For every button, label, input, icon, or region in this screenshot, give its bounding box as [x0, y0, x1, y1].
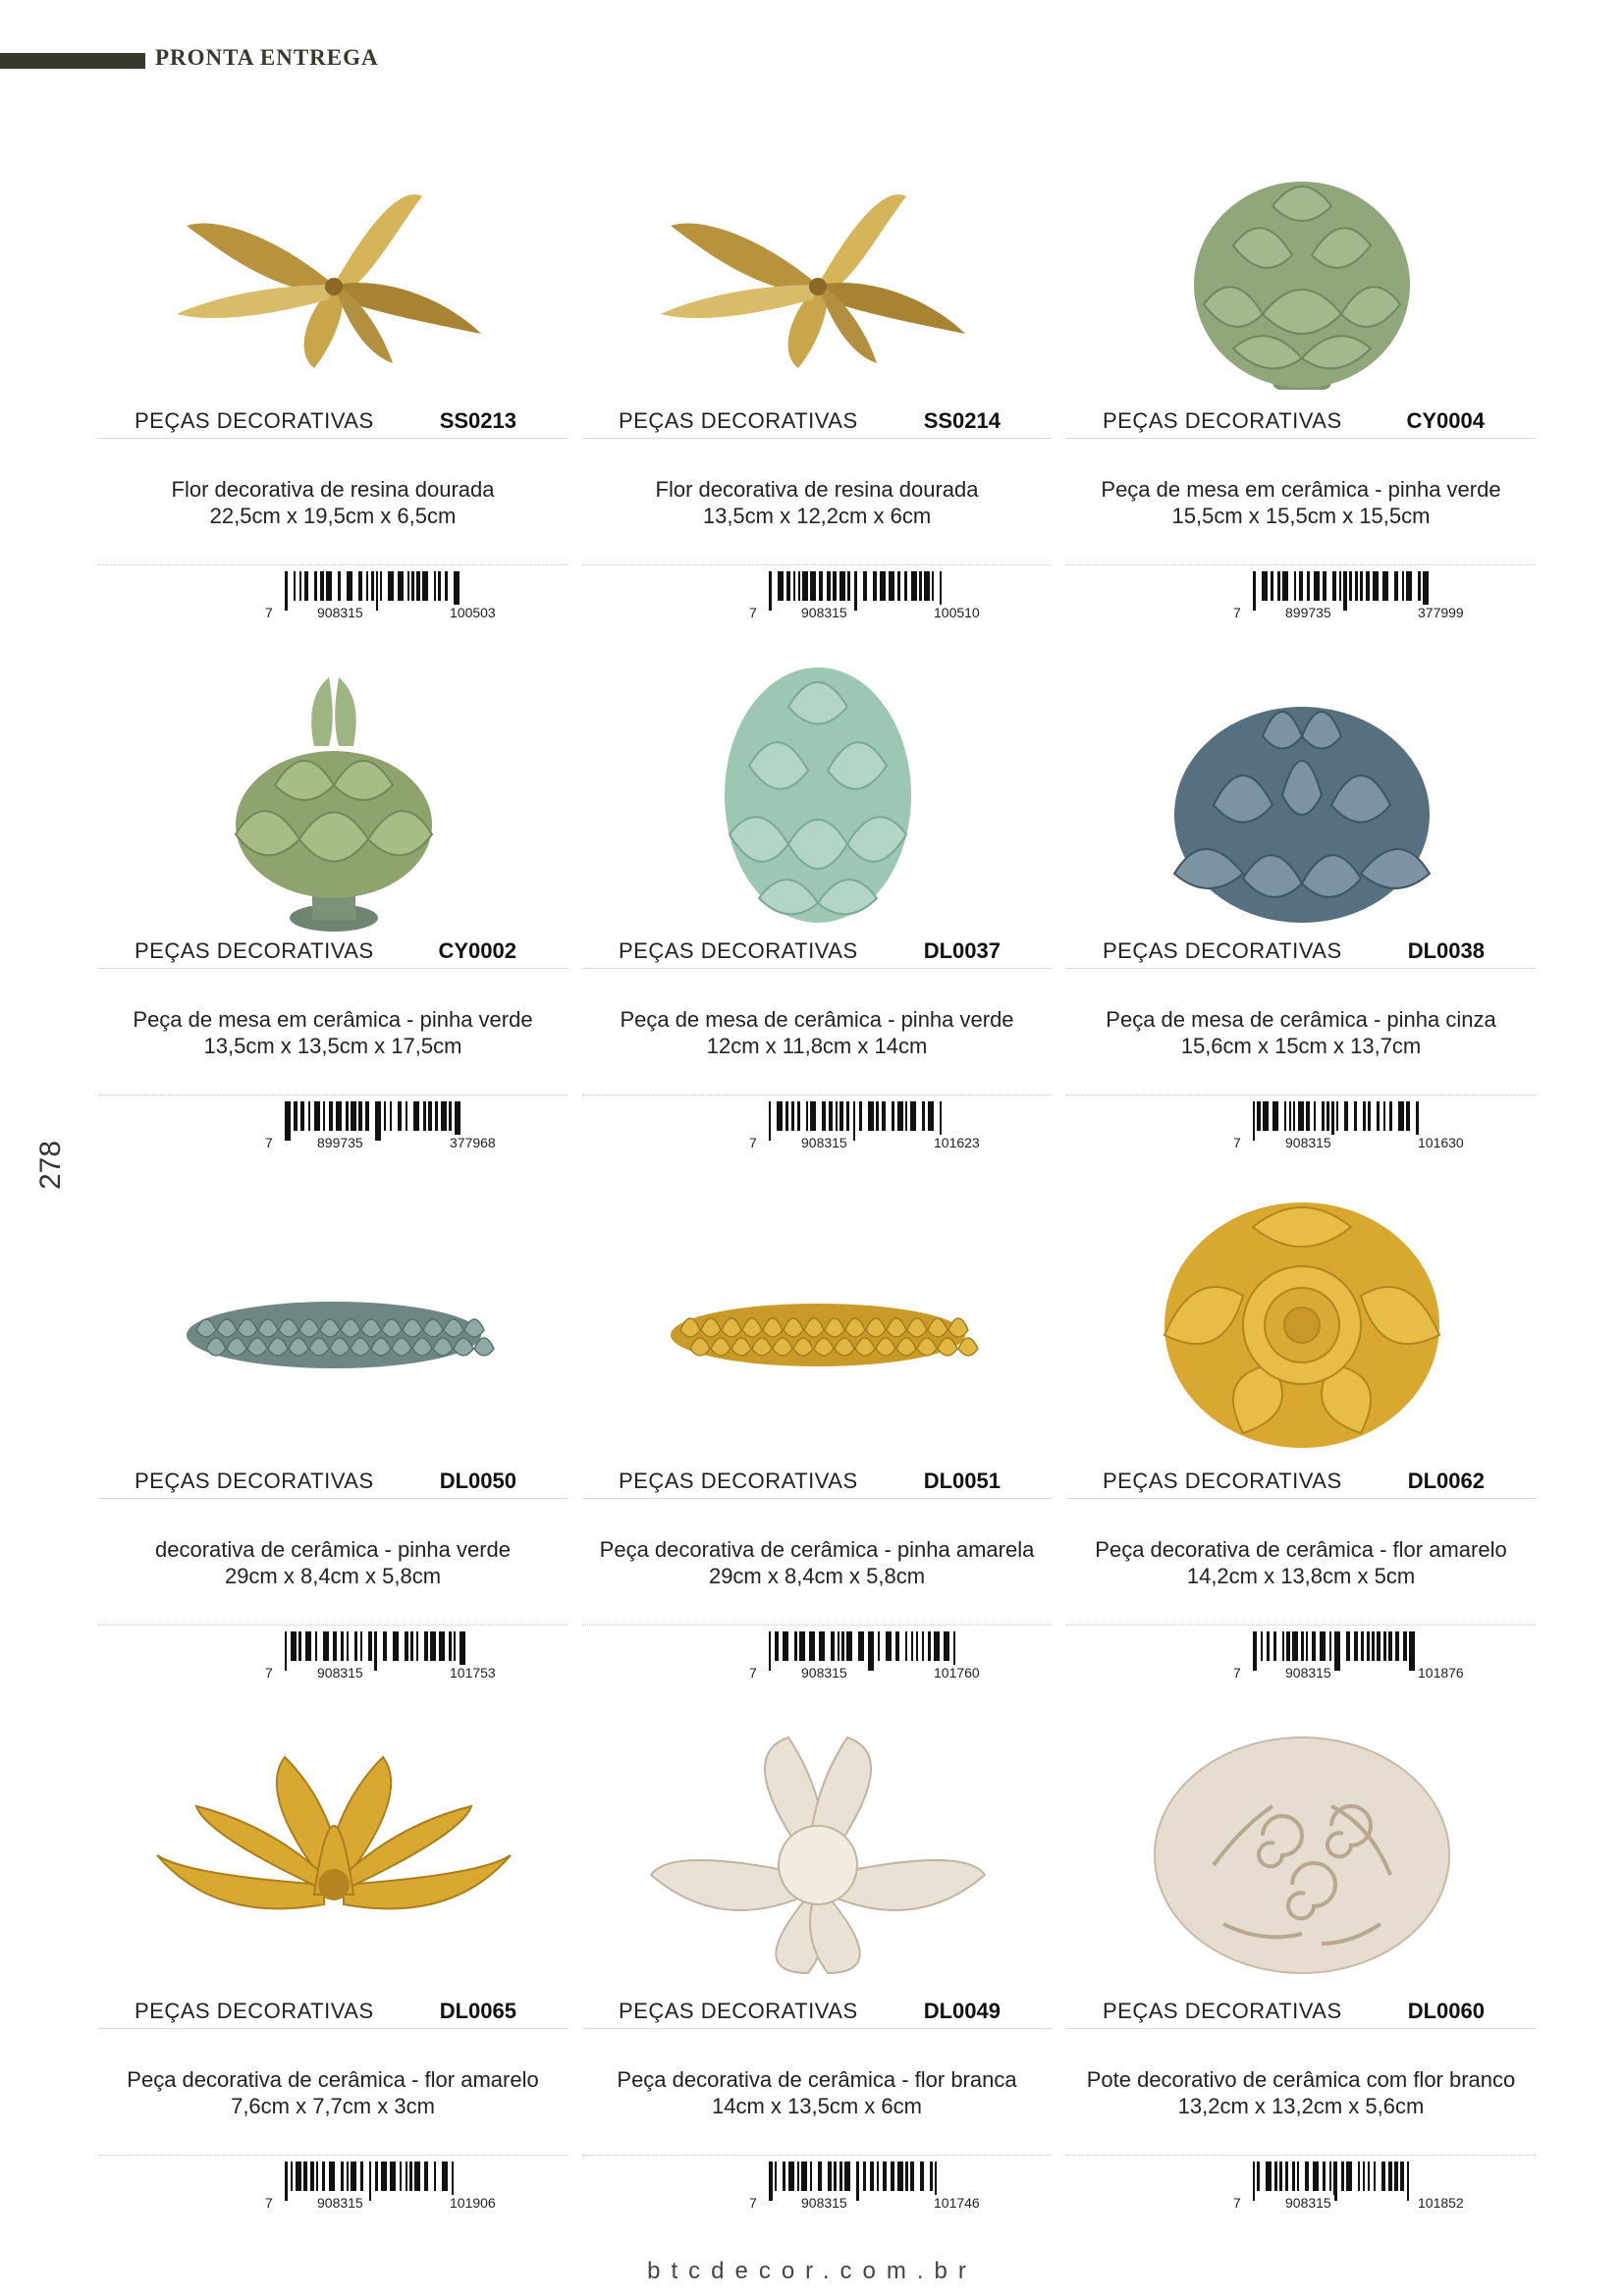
barcode [1233, 2162, 1518, 2216]
product-card [1066, 1698, 1536, 2228]
product-code: CY0004 [1406, 408, 1485, 433]
product-description [98, 1006, 568, 1059]
product-description [98, 476, 568, 529]
product-title: decorativa de cerâmica - pinha verde [155, 1537, 511, 1562]
barcode-left-digits: 908315 [1282, 1665, 1334, 1681]
divider [98, 2155, 568, 2156]
product-image [147, 658, 520, 933]
barcode [265, 1101, 550, 1155]
product-code: DL0038 [1407, 938, 1485, 963]
barcode [265, 2162, 550, 2216]
product-description [582, 1536, 1052, 1589]
product-title: Peça decorativa de cerâmica - flor amarelo [127, 2067, 539, 2092]
product-code: SS0213 [439, 408, 516, 433]
product-description [98, 1536, 568, 1589]
product-category: PEÇAS DECORATIVAS [1103, 938, 1342, 963]
divider [1066, 1498, 1536, 1499]
product-code: DL0050 [439, 1468, 516, 1493]
product-image [631, 1188, 1004, 1463]
barcode [265, 571, 550, 625]
product-card [98, 108, 568, 638]
barcode-right-digits: 101623 [931, 1135, 983, 1150]
product-title: Peça de mesa de cerâmica - pinha verde [620, 1007, 1014, 1032]
product-category: PEÇAS DECORATIVAS [619, 1468, 858, 1493]
product-dimensions: 7,6cm x 7,7cm x 3cm [231, 2094, 435, 2118]
product-image [147, 1718, 520, 1993]
product-description [582, 2066, 1052, 2119]
divider [582, 564, 1052, 565]
product-card [582, 1168, 1052, 1698]
barcode-right-digits: 100510 [931, 605, 983, 620]
product-title: Flor decorativa de resina dourada [171, 477, 495, 502]
barcode-lead-digit: 7 [749, 1135, 757, 1150]
divider [1066, 564, 1536, 565]
product-dimensions: 13,2cm x 13,2cm x 5,6cm [1177, 2094, 1425, 2118]
barcode-left-digits: 908315 [798, 1135, 850, 1150]
product-dimensions: 15,5cm x 15,5cm x 15,5cm [1171, 504, 1431, 528]
barcode [265, 1631, 550, 1685]
barcode-right-digits: 101746 [931, 2195, 983, 2211]
divider [582, 2155, 1052, 2156]
product-image [1115, 1188, 1489, 1463]
product-dimensions: 15,6cm x 15cm x 13,7cm [1180, 1034, 1422, 1058]
footer-website[interactable]: btcdecor.com.br [647, 2258, 977, 2284]
product-description [98, 2066, 568, 2119]
product-description [1066, 1536, 1536, 1589]
product-dimensions: 22,5cm x 19,5cm x 6,5cm [209, 504, 457, 528]
barcode-right-digits: 101760 [931, 1665, 983, 1681]
barcode-bars [1253, 571, 1433, 611]
barcode-lead-digit: 7 [1233, 2195, 1241, 2211]
barcode-lead-digit: 7 [265, 1135, 273, 1150]
barcode-left-digits: 908315 [798, 1665, 850, 1681]
barcode-bars [769, 2162, 939, 2201]
product-category: PEÇAS DECORATIVAS [619, 1999, 858, 2023]
product-card [1066, 638, 1536, 1168]
barcode-right-digits: 101852 [1415, 2195, 1467, 2211]
product-card [98, 638, 568, 1168]
product-card [1066, 108, 1536, 638]
product-category: PEÇAS DECORATIVAS [619, 938, 858, 963]
product-image [631, 1718, 1004, 1993]
barcode-right-digits: 377968 [447, 1135, 499, 1150]
product-category: PEÇAS DECORATIVAS [619, 408, 858, 433]
product-dimensions: 14cm x 13,5cm x 6cm [712, 2094, 922, 2118]
barcode-left-digits: 908315 [1282, 2195, 1334, 2211]
product-title: Peça decorativa de cerâmica - flor branca [617, 2067, 1017, 2092]
product-card [582, 638, 1052, 1168]
barcode [749, 571, 1034, 625]
product-title: Peça de mesa em cerâmica - pinha verde [1101, 477, 1501, 502]
barcode-lead-digit: 7 [1233, 605, 1241, 620]
barcode [749, 1631, 1034, 1685]
product-category: PEÇAS DECORATIVAS [135, 408, 374, 433]
product-code: DL0037 [923, 938, 1001, 963]
product-card [582, 108, 1052, 638]
divider [98, 968, 568, 969]
barcode-lead-digit: 7 [1233, 1135, 1241, 1150]
product-card [98, 1168, 568, 1698]
barcode-right-digits: 101630 [1415, 1135, 1467, 1150]
barcode-left-digits: 899735 [314, 1135, 366, 1150]
product-title: Pote decorativo de cerâmica com flor branco [1086, 2067, 1516, 2092]
divider [582, 438, 1052, 439]
divider [1066, 2028, 1536, 2029]
divider [582, 1498, 1052, 1499]
product-image [631, 658, 1004, 933]
divider [98, 2028, 568, 2029]
product-image [147, 1188, 520, 1463]
barcode [749, 2162, 1034, 2216]
product-title: Peça decorativa de cerâmica - pinha amarela [599, 1537, 1035, 1562]
product-title: Peça de mesa em cerâmica - pinha verde [133, 1007, 533, 1032]
barcode-bars [285, 2162, 458, 2201]
barcode-bars [1253, 1101, 1421, 1141]
barcode-bars [769, 1631, 957, 1671]
product-description [582, 1006, 1052, 1059]
product-card [98, 1698, 568, 2228]
barcode-left-digits: 908315 [314, 1665, 366, 1681]
product-description [1066, 1006, 1536, 1059]
barcode [1233, 1101, 1518, 1155]
barcode-lead-digit: 7 [265, 605, 273, 620]
barcode-left-digits: 908315 [798, 605, 850, 620]
barcode-bars [285, 1101, 462, 1141]
product-image [1115, 128, 1489, 402]
product-code: DL0062 [1407, 1468, 1485, 1493]
barcode [749, 1101, 1034, 1155]
barcode-bars [769, 1101, 945, 1141]
divider [582, 2028, 1052, 2029]
page-number: 278 [34, 1140, 67, 1191]
divider [1066, 1625, 1536, 1626]
barcode-left-digits: 908315 [314, 2195, 366, 2211]
barcode-bars [1253, 1631, 1418, 1671]
barcode-right-digits: 101876 [1415, 1665, 1467, 1681]
divider [1066, 968, 1536, 969]
barcode-bars [285, 571, 465, 611]
barcode-lead-digit: 7 [749, 2195, 757, 2211]
product-card [1066, 1168, 1536, 1698]
product-title: Flor decorativa de resina dourada [655, 477, 979, 502]
product-code: SS0214 [923, 408, 1001, 433]
product-code: DL0051 [923, 1468, 1001, 1493]
barcode [1233, 571, 1518, 625]
product-code: CY0002 [438, 938, 516, 963]
product-image [1115, 1718, 1489, 1993]
divider [1066, 2155, 1536, 2156]
product-image [631, 128, 1004, 402]
product-code: DL0060 [1407, 1999, 1485, 2023]
product-description [582, 476, 1052, 529]
barcode-bars [769, 571, 945, 611]
divider [98, 438, 568, 439]
barcode [1233, 1631, 1518, 1685]
product-code: DL0065 [439, 1999, 516, 2023]
product-description [1066, 2066, 1536, 2119]
product-dimensions: 29cm x 8,4cm x 5,8cm [708, 1564, 926, 1588]
divider [98, 1498, 568, 1499]
barcode-left-digits: 908315 [1282, 1135, 1334, 1150]
product-card [582, 1698, 1052, 2228]
product-category: PEÇAS DECORATIVAS [135, 1468, 374, 1493]
product-image [147, 128, 520, 402]
barcode-lead-digit: 7 [749, 605, 757, 620]
barcode-right-digits: 101753 [447, 1665, 499, 1681]
divider [98, 1625, 568, 1626]
barcode-lead-digit: 7 [749, 1665, 757, 1681]
barcode-left-digits: 908315 [798, 2195, 850, 2211]
product-dimensions: 13,5cm x 12,2cm x 6cm [702, 504, 932, 528]
product-category: PEÇAS DECORATIVAS [1103, 1468, 1342, 1493]
product-title: Peça decorativa de cerâmica - flor amarelo [1095, 1537, 1507, 1562]
product-dimensions: 12cm x 11,8cm x 14cm [706, 1034, 928, 1058]
barcode-right-digits: 100503 [447, 605, 499, 620]
product-category: PEÇAS DECORATIVAS [1103, 1999, 1342, 2023]
divider [582, 1625, 1052, 1626]
product-category: PEÇAS DECORATIVAS [1103, 408, 1342, 433]
barcode-lead-digit: 7 [265, 2195, 273, 2211]
product-dimensions: 29cm x 8,4cm x 5,8cm [224, 1564, 442, 1588]
divider [98, 564, 568, 565]
section-title: PRONTA ENTREGA [155, 45, 379, 70]
barcode-bars [285, 1631, 469, 1671]
barcode-lead-digit: 7 [1233, 1665, 1241, 1681]
barcode-left-digits: 899735 [1282, 605, 1334, 620]
product-category: PEÇAS DECORATIVAS [135, 938, 374, 963]
barcode-right-digits: 377999 [1415, 605, 1467, 620]
product-image [1115, 658, 1489, 933]
divider [1066, 438, 1536, 439]
product-dimensions: 14,2cm x 13,8cm x 5cm [1186, 1564, 1416, 1588]
product-title: Peça de mesa de cerâmica - pinha cinza [1106, 1007, 1496, 1032]
divider [582, 968, 1052, 969]
barcode-lead-digit: 7 [265, 1665, 273, 1681]
header-accent-bar [0, 53, 145, 69]
product-code: DL0049 [923, 1999, 1001, 2023]
barcode-right-digits: 101906 [447, 2195, 499, 2211]
barcode-left-digits: 908315 [314, 605, 366, 620]
product-category: PEÇAS DECORATIVAS [135, 1999, 374, 2023]
product-dimensions: 13,5cm x 13,5cm x 17,5cm [203, 1034, 462, 1058]
product-description [1066, 476, 1536, 529]
